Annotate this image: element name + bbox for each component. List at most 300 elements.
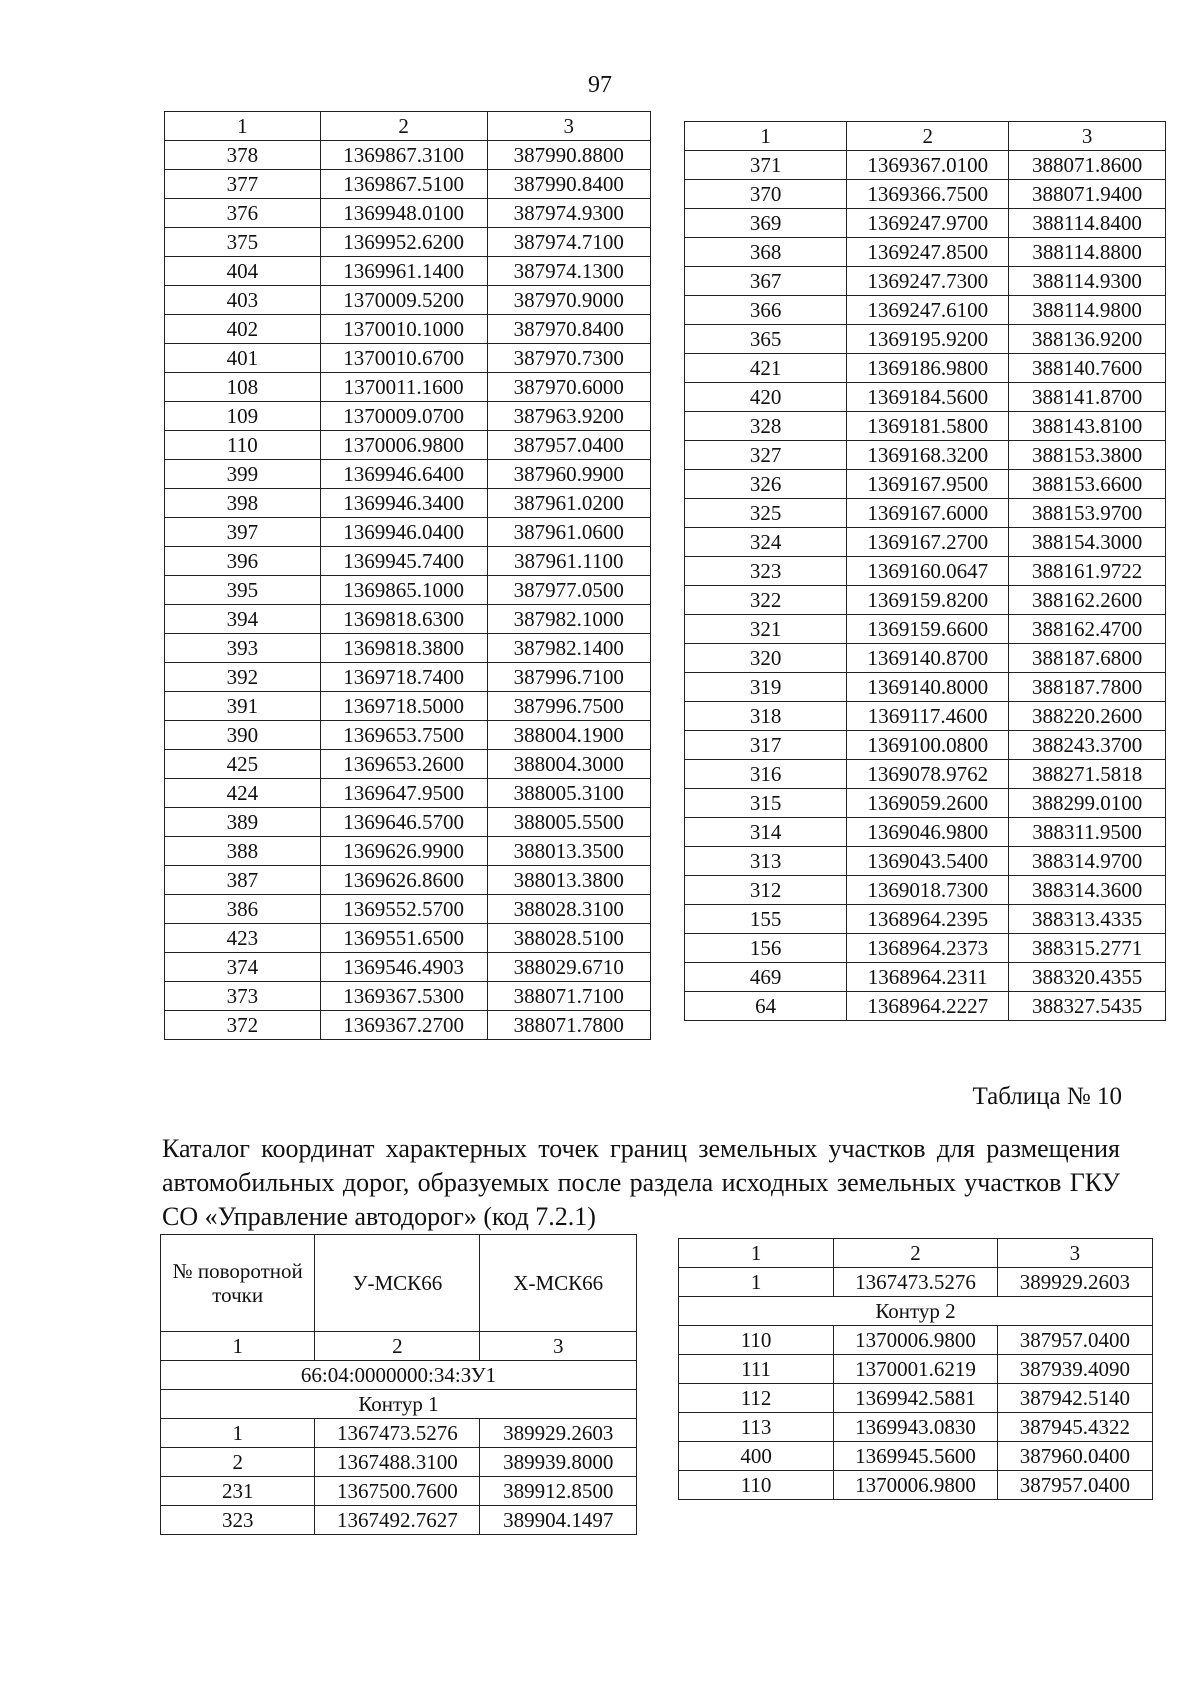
- x-coordinate-cell: 388028.5100: [487, 924, 651, 953]
- x-coordinate-cell: 389912.8500: [480, 1477, 637, 1506]
- table-row: [685, 238, 1166, 267]
- y-coordinate-cell: 1369186.9800: [847, 354, 1009, 383]
- x-coordinate-cell: 388153.3800: [1009, 441, 1166, 470]
- table-row: [165, 1011, 651, 1040]
- y-coordinate-cell: 1369653.2600: [320, 750, 487, 779]
- x-coordinate-cell: 388114.8800: [1009, 238, 1166, 267]
- x-coordinate-cell: 387957.0400: [487, 431, 651, 460]
- header-x: Х-МСК66: [480, 1235, 637, 1332]
- y-coordinate-cell: 1370006.9800: [834, 1326, 998, 1355]
- point-number-cell: 110: [165, 431, 321, 460]
- y-coordinate-cell: 1369367.0100: [847, 151, 1009, 180]
- y-coordinate-cell: 1369818.3800: [320, 634, 487, 663]
- point-number-cell: 397: [165, 518, 321, 547]
- y-coordinate-cell: 1370001.6219: [834, 1355, 998, 1384]
- y-coordinate-cell: 1369552.5700: [320, 895, 487, 924]
- table-row: [685, 789, 1166, 818]
- table-row: [165, 808, 651, 837]
- y-coordinate-cell: 1370009.0700: [320, 402, 487, 431]
- point-number-cell: 425: [165, 750, 321, 779]
- point-number-cell: 324: [685, 528, 847, 557]
- table-row: [685, 731, 1166, 760]
- table-row: [165, 315, 651, 344]
- table-row: [165, 953, 651, 982]
- y-coordinate-cell: 1370006.9800: [320, 431, 487, 460]
- y-coordinate-cell: 1370010.1000: [320, 315, 487, 344]
- point-number-cell: 376: [165, 199, 321, 228]
- table-row: [685, 296, 1166, 325]
- point-number-cell: 156: [685, 934, 847, 963]
- point-number-cell: 327: [685, 441, 847, 470]
- table-caption: Таблица № 10: [972, 1083, 1122, 1110]
- point-number-cell: 371: [685, 151, 847, 180]
- header-y: У-МСК66: [315, 1235, 480, 1332]
- table-row: [685, 209, 1166, 238]
- x-coordinate-cell: 387990.8400: [487, 170, 651, 199]
- contour-label: Контур 2: [679, 1297, 1153, 1326]
- x-coordinate-cell: 388187.7800: [1009, 673, 1166, 702]
- x-coordinate-cell: 387960.9900: [487, 460, 651, 489]
- header-row: [685, 122, 1166, 151]
- x-coordinate-cell: 387970.7300: [487, 344, 651, 373]
- y-coordinate-cell: 1369247.6100: [847, 296, 1009, 325]
- point-number-cell: 323: [685, 557, 847, 586]
- y-coordinate-cell: 1369943.0830: [834, 1413, 998, 1442]
- point-number-cell: 317: [685, 731, 847, 760]
- x-coordinate-cell: 388004.3000: [487, 750, 651, 779]
- y-coordinate-cell: 1369948.0100: [320, 199, 487, 228]
- x-coordinate-cell: 388071.9400: [1009, 180, 1166, 209]
- y-coordinate-cell: 1369140.8000: [847, 673, 1009, 702]
- table-row: [161, 1419, 637, 1448]
- y-coordinate-cell: 1369167.9500: [847, 470, 1009, 499]
- x-coordinate-cell: 389939.8000: [480, 1448, 637, 1477]
- x-coordinate-cell: 388141.8700: [1009, 383, 1166, 412]
- y-coordinate-cell: 1369100.0800: [847, 731, 1009, 760]
- y-coordinate-cell: 1369247.9700: [847, 209, 1009, 238]
- y-coordinate-cell: 1369167.2700: [847, 528, 1009, 557]
- contour-label: Контур 1: [161, 1390, 637, 1419]
- y-coordinate-cell: 1369546.4903: [320, 953, 487, 982]
- page-number: 97: [588, 72, 612, 98]
- x-coordinate-cell: 387990.8800: [487, 141, 651, 170]
- y-coordinate-cell: 2: [834, 1239, 998, 1268]
- x-coordinate-cell: 388071.7100: [487, 982, 651, 1011]
- table-row: [165, 257, 651, 286]
- y-coordinate-cell: 1368964.2395: [847, 905, 1009, 934]
- table-row: [165, 692, 651, 721]
- point-number-cell: 1: [679, 1239, 834, 1268]
- y-coordinate-cell: 1369117.4600: [847, 702, 1009, 731]
- y-coordinate-cell: 1369140.8700: [847, 644, 1009, 673]
- header-cell: 1: [161, 1332, 315, 1361]
- x-coordinate-cell: 389904.1497: [480, 1506, 637, 1535]
- point-number-cell: 398: [165, 489, 321, 518]
- point-number-cell: 315: [685, 789, 847, 818]
- point-number-cell: 373: [165, 982, 321, 1011]
- point-number-cell: 392: [165, 663, 321, 692]
- point-number-cell: 388: [165, 837, 321, 866]
- x-coordinate-cell: 389929.2603: [997, 1268, 1152, 1297]
- x-coordinate-cell: 388313.4335: [1009, 905, 1166, 934]
- x-coordinate-cell: 388005.5500: [487, 808, 651, 837]
- x-coordinate-cell: 387974.9300: [487, 199, 651, 228]
- table-row: [165, 489, 651, 518]
- y-coordinate-cell: 1369366.7500: [847, 180, 1009, 209]
- table-row: [165, 982, 651, 1011]
- point-number-cell: 313: [685, 847, 847, 876]
- point-number-cell: 155: [685, 905, 847, 934]
- x-coordinate-cell: 388114.9300: [1009, 267, 1166, 296]
- header-row: [161, 1235, 637, 1332]
- x-coordinate-cell: 388071.8600: [1009, 151, 1166, 180]
- table-row: [165, 170, 651, 199]
- x-coordinate-cell: 387996.7500: [487, 692, 651, 721]
- y-coordinate-cell: 1370010.6700: [320, 344, 487, 373]
- x-coordinate-cell: 388140.7600: [1009, 354, 1166, 383]
- table-row: [685, 760, 1166, 789]
- table-row: [165, 344, 651, 373]
- x-coordinate-cell: 388029.6710: [487, 953, 651, 982]
- x-coordinate-cell: 388071.7800: [487, 1011, 651, 1040]
- point-number-cell: 377: [165, 170, 321, 199]
- table-row: [165, 779, 651, 808]
- table-row: [165, 518, 651, 547]
- point-number-cell: 366: [685, 296, 847, 325]
- table-row: [685, 644, 1166, 673]
- y-coordinate-cell: 1369551.6500: [320, 924, 487, 953]
- table-row: [679, 1442, 1153, 1471]
- point-number-cell: 368: [685, 238, 847, 267]
- point-number-cell: 395: [165, 576, 321, 605]
- x-coordinate-cell: 387961.0200: [487, 489, 651, 518]
- point-number-cell: 110: [679, 1326, 834, 1355]
- point-number-cell: 323: [161, 1506, 315, 1535]
- x-coordinate-cell: 388161.9722: [1009, 557, 1166, 586]
- point-number-cell: 112: [679, 1384, 834, 1413]
- y-coordinate-cell: 1369168.3200: [847, 441, 1009, 470]
- x-coordinate-cell: 388220.2600: [1009, 702, 1166, 731]
- table-row: [161, 1506, 637, 1535]
- x-coordinate-cell: 388154.3000: [1009, 528, 1166, 557]
- parcel-id: 66:04:0000000:34:ЗУ1: [161, 1361, 637, 1390]
- table-row: [165, 895, 651, 924]
- y-coordinate-cell: 1369952.6200: [320, 228, 487, 257]
- x-coordinate-cell: 387942.5140: [997, 1384, 1152, 1413]
- coordinates-table-top-left: [164, 111, 651, 1040]
- y-coordinate-cell: 1369865.1000: [320, 576, 487, 605]
- point-number-cell: 110: [679, 1471, 834, 1500]
- table-row: [685, 470, 1166, 499]
- table-row: [165, 634, 651, 663]
- x-coordinate-cell: 388153.6600: [1009, 470, 1166, 499]
- point-number-cell: 396: [165, 547, 321, 576]
- x-coordinate-cell: 387963.9200: [487, 402, 651, 431]
- x-coordinate-cell: 387970.6000: [487, 373, 651, 402]
- point-number-cell: 469: [685, 963, 847, 992]
- point-number-cell: 387: [165, 866, 321, 895]
- point-number-cell: 374: [165, 953, 321, 982]
- y-coordinate-cell: 1369867.5100: [320, 170, 487, 199]
- table-row: [679, 1355, 1153, 1384]
- table-row: [165, 837, 651, 866]
- y-coordinate-cell: 2: [847, 122, 1009, 151]
- table-row: [165, 431, 651, 460]
- y-coordinate-cell: 1370011.1600: [320, 373, 487, 402]
- table-row: [685, 180, 1166, 209]
- point-number-cell: 320: [685, 644, 847, 673]
- x-coordinate-cell: 387961.1100: [487, 547, 651, 576]
- table-row: [161, 1448, 637, 1477]
- x-coordinate-cell: 388114.9800: [1009, 296, 1166, 325]
- point-number-cell: 420: [685, 383, 847, 412]
- y-coordinate-cell: 1369961.1400: [320, 257, 487, 286]
- x-coordinate-cell: 388162.4700: [1009, 615, 1166, 644]
- x-coordinate-cell: 387957.0400: [997, 1326, 1152, 1355]
- point-number-cell: 369: [685, 209, 847, 238]
- point-number-cell: 393: [165, 634, 321, 663]
- x-coordinate-cell: 388271.5818: [1009, 760, 1166, 789]
- table-row: [685, 586, 1166, 615]
- point-number-cell: 113: [679, 1413, 834, 1442]
- y-coordinate-cell: 1369018.7300: [847, 876, 1009, 905]
- point-number-cell: 1: [685, 122, 847, 151]
- point-number-cell: 109: [165, 402, 321, 431]
- table-row: [165, 286, 651, 315]
- coordinates-table-top-right: [684, 121, 1166, 1021]
- point-number-cell: 111: [679, 1355, 834, 1384]
- table-row: [165, 605, 651, 634]
- y-coordinate-cell: 1369945.7400: [320, 547, 487, 576]
- coordinates-table-bottom-right: [678, 1238, 1153, 1500]
- point-number-cell: 365: [685, 325, 847, 354]
- contour-row: [679, 1297, 1153, 1326]
- parcel-row: [161, 1361, 637, 1390]
- x-coordinate-cell: 387970.9000: [487, 286, 651, 315]
- x-coordinate-cell: 388299.0100: [1009, 789, 1166, 818]
- y-coordinate-cell: 1369159.8200: [847, 586, 1009, 615]
- x-coordinate-cell: 387939.4090: [997, 1355, 1152, 1384]
- y-coordinate-cell: 1369647.9500: [320, 779, 487, 808]
- table-row: [685, 528, 1166, 557]
- y-coordinate-cell: 1369059.2600: [847, 789, 1009, 818]
- table-row: [165, 199, 651, 228]
- x-coordinate-cell: 388187.6800: [1009, 644, 1166, 673]
- table-row: [165, 866, 651, 895]
- point-number-cell: 231: [161, 1477, 315, 1506]
- point-number-cell: 318: [685, 702, 847, 731]
- point-number-cell: 64: [685, 992, 847, 1021]
- x-coordinate-cell: 388004.1900: [487, 721, 651, 750]
- point-number-cell: 423: [165, 924, 321, 953]
- y-coordinate-cell: 1369867.3100: [320, 141, 487, 170]
- x-coordinate-cell: 387961.0600: [487, 518, 651, 547]
- y-coordinate-cell: 1369181.5800: [847, 412, 1009, 441]
- y-coordinate-cell: 1369160.0647: [847, 557, 1009, 586]
- table-row: [165, 924, 651, 953]
- y-coordinate-cell: 1369946.6400: [320, 460, 487, 489]
- header-row: [165, 112, 651, 141]
- y-coordinate-cell: 2: [320, 112, 487, 141]
- table-row: [165, 750, 651, 779]
- y-coordinate-cell: 1369043.5400: [847, 847, 1009, 876]
- y-coordinate-cell: 1369247.7300: [847, 267, 1009, 296]
- table-row: [685, 557, 1166, 586]
- table-row: [165, 141, 651, 170]
- x-coordinate-cell: 387982.1000: [487, 605, 651, 634]
- point-number-cell: 386: [165, 895, 321, 924]
- table-row: [685, 499, 1166, 528]
- point-number-cell: 421: [685, 354, 847, 383]
- x-coordinate-cell: 388320.4355: [1009, 963, 1166, 992]
- coordinates-table-bottom-left: [160, 1234, 637, 1535]
- table-row: [685, 876, 1166, 905]
- table-row: [165, 721, 651, 750]
- table-row: [685, 615, 1166, 644]
- point-number-cell: 403: [165, 286, 321, 315]
- table-row: [685, 383, 1166, 412]
- table-row: [679, 1413, 1153, 1442]
- point-number-cell: 326: [685, 470, 847, 499]
- y-coordinate-cell: 1369626.9900: [320, 837, 487, 866]
- y-coordinate-cell: 1369046.9800: [847, 818, 1009, 847]
- x-coordinate-cell: 388143.8100: [1009, 412, 1166, 441]
- point-number-cell: 391: [165, 692, 321, 721]
- y-coordinate-cell: 1369646.5700: [320, 808, 487, 837]
- table-row: [685, 673, 1166, 702]
- table-row: [165, 373, 651, 402]
- table-row: [685, 818, 1166, 847]
- point-number-cell: 404: [165, 257, 321, 286]
- point-number-cell: 321: [685, 615, 847, 644]
- table-row: [685, 412, 1166, 441]
- table-row: [685, 267, 1166, 296]
- point-number-cell: 378: [165, 141, 321, 170]
- x-coordinate-cell: 388311.9500: [1009, 818, 1166, 847]
- table-row: [679, 1471, 1153, 1500]
- table-row: [685, 441, 1166, 470]
- point-number-cell: 389: [165, 808, 321, 837]
- point-number-cell: 322: [685, 586, 847, 615]
- point-number-cell: 325: [685, 499, 847, 528]
- x-coordinate-cell: 388013.3500: [487, 837, 651, 866]
- point-number-cell: 1: [165, 112, 321, 141]
- catalog-title: Каталог координат характерных точек границ земельных участков для размещения автомобильных дорог, образуемых после раздела исходных земельных участков ГКУ СО «Управление автодорог» (код 7.2.1): [162, 1134, 1120, 1231]
- header-row: [679, 1239, 1153, 1268]
- y-coordinate-cell: 1368964.2311: [847, 963, 1009, 992]
- point-number-cell: 328: [685, 412, 847, 441]
- y-coordinate-cell: 1370006.9800: [834, 1471, 998, 1500]
- x-coordinate-cell: 387957.0400: [997, 1471, 1152, 1500]
- point-number-cell: 394: [165, 605, 321, 634]
- point-number-cell: 402: [165, 315, 321, 344]
- point-number-cell: 390: [165, 721, 321, 750]
- y-coordinate-cell: 1369818.6300: [320, 605, 487, 634]
- y-coordinate-cell: 1367473.5276: [834, 1268, 998, 1297]
- y-coordinate-cell: 1369367.2700: [320, 1011, 487, 1040]
- x-coordinate-cell: 388314.9700: [1009, 847, 1166, 876]
- table-row: [165, 460, 651, 489]
- point-number-cell: 314: [685, 818, 847, 847]
- y-coordinate-cell: 1369946.0400: [320, 518, 487, 547]
- point-number-cell: 375: [165, 228, 321, 257]
- table-row: [685, 992, 1166, 1021]
- y-coordinate-cell: 1369167.6000: [847, 499, 1009, 528]
- point-number-cell: 2: [161, 1448, 315, 1477]
- table-row: [165, 576, 651, 605]
- point-number-cell: 372: [165, 1011, 321, 1040]
- y-coordinate-cell: 1369718.7400: [320, 663, 487, 692]
- y-coordinate-cell: 1369184.5600: [847, 383, 1009, 412]
- y-coordinate-cell: 1369195.9200: [847, 325, 1009, 354]
- x-coordinate-cell: 388153.9700: [1009, 499, 1166, 528]
- y-coordinate-cell: 1368964.2227: [847, 992, 1009, 1021]
- y-coordinate-cell: 1369247.8500: [847, 238, 1009, 267]
- x-coordinate-cell: 388314.3600: [1009, 876, 1166, 905]
- y-coordinate-cell: 1369945.5600: [834, 1442, 998, 1471]
- point-number-cell: 1: [161, 1419, 315, 1448]
- table-row: [685, 702, 1166, 731]
- y-coordinate-cell: 1369653.7500: [320, 721, 487, 750]
- x-coordinate-cell: 3: [487, 112, 651, 141]
- x-coordinate-cell: 387974.7100: [487, 228, 651, 257]
- point-number-cell: 367: [685, 267, 847, 296]
- y-coordinate-cell: 1367473.5276: [315, 1419, 480, 1448]
- point-number-cell: 1: [679, 1268, 834, 1297]
- x-coordinate-cell: 387960.0400: [997, 1442, 1152, 1471]
- table-row: [685, 905, 1166, 934]
- x-coordinate-cell: 388013.3800: [487, 866, 651, 895]
- table-row: [685, 934, 1166, 963]
- point-number-cell: 370: [685, 180, 847, 209]
- x-coordinate-cell: 3: [1009, 122, 1166, 151]
- y-coordinate-cell: 1369078.9762: [847, 760, 1009, 789]
- contour-row: [161, 1390, 637, 1419]
- table-row: [685, 354, 1166, 383]
- y-coordinate-cell: 1367492.7627: [315, 1506, 480, 1535]
- header-point-number: № поворотной точки: [161, 1235, 315, 1332]
- y-coordinate-cell: 1369942.5881: [834, 1384, 998, 1413]
- y-coordinate-cell: 1369946.3400: [320, 489, 487, 518]
- point-number-cell: 401: [165, 344, 321, 373]
- point-number-cell: 316: [685, 760, 847, 789]
- y-coordinate-cell: 1369718.5000: [320, 692, 487, 721]
- x-coordinate-cell: 387996.7100: [487, 663, 651, 692]
- x-coordinate-cell: 387974.1300: [487, 257, 651, 286]
- point-number-cell: 312: [685, 876, 847, 905]
- x-coordinate-cell: 388136.9200: [1009, 325, 1166, 354]
- x-coordinate-cell: 387982.1400: [487, 634, 651, 663]
- x-coordinate-cell: 387970.8400: [487, 315, 651, 344]
- table-row: [679, 1268, 1153, 1297]
- point-number-cell: 400: [679, 1442, 834, 1471]
- x-coordinate-cell: 388327.5435: [1009, 992, 1166, 1021]
- y-coordinate-cell: 1369626.8600: [320, 866, 487, 895]
- table-row: [685, 151, 1166, 180]
- table-row: [165, 663, 651, 692]
- y-coordinate-cell: 1370009.5200: [320, 286, 487, 315]
- x-coordinate-cell: 388114.8400: [1009, 209, 1166, 238]
- x-coordinate-cell: 388315.2771: [1009, 934, 1166, 963]
- header-cell: 2: [315, 1332, 480, 1361]
- x-coordinate-cell: 387945.4322: [997, 1413, 1152, 1442]
- x-coordinate-cell: 387977.0500: [487, 576, 651, 605]
- x-coordinate-cell: 388243.3700: [1009, 731, 1166, 760]
- point-number-cell: 319: [685, 673, 847, 702]
- header-cell: 3: [480, 1332, 637, 1361]
- table-row: [685, 963, 1166, 992]
- x-coordinate-cell: 388162.2600: [1009, 586, 1166, 615]
